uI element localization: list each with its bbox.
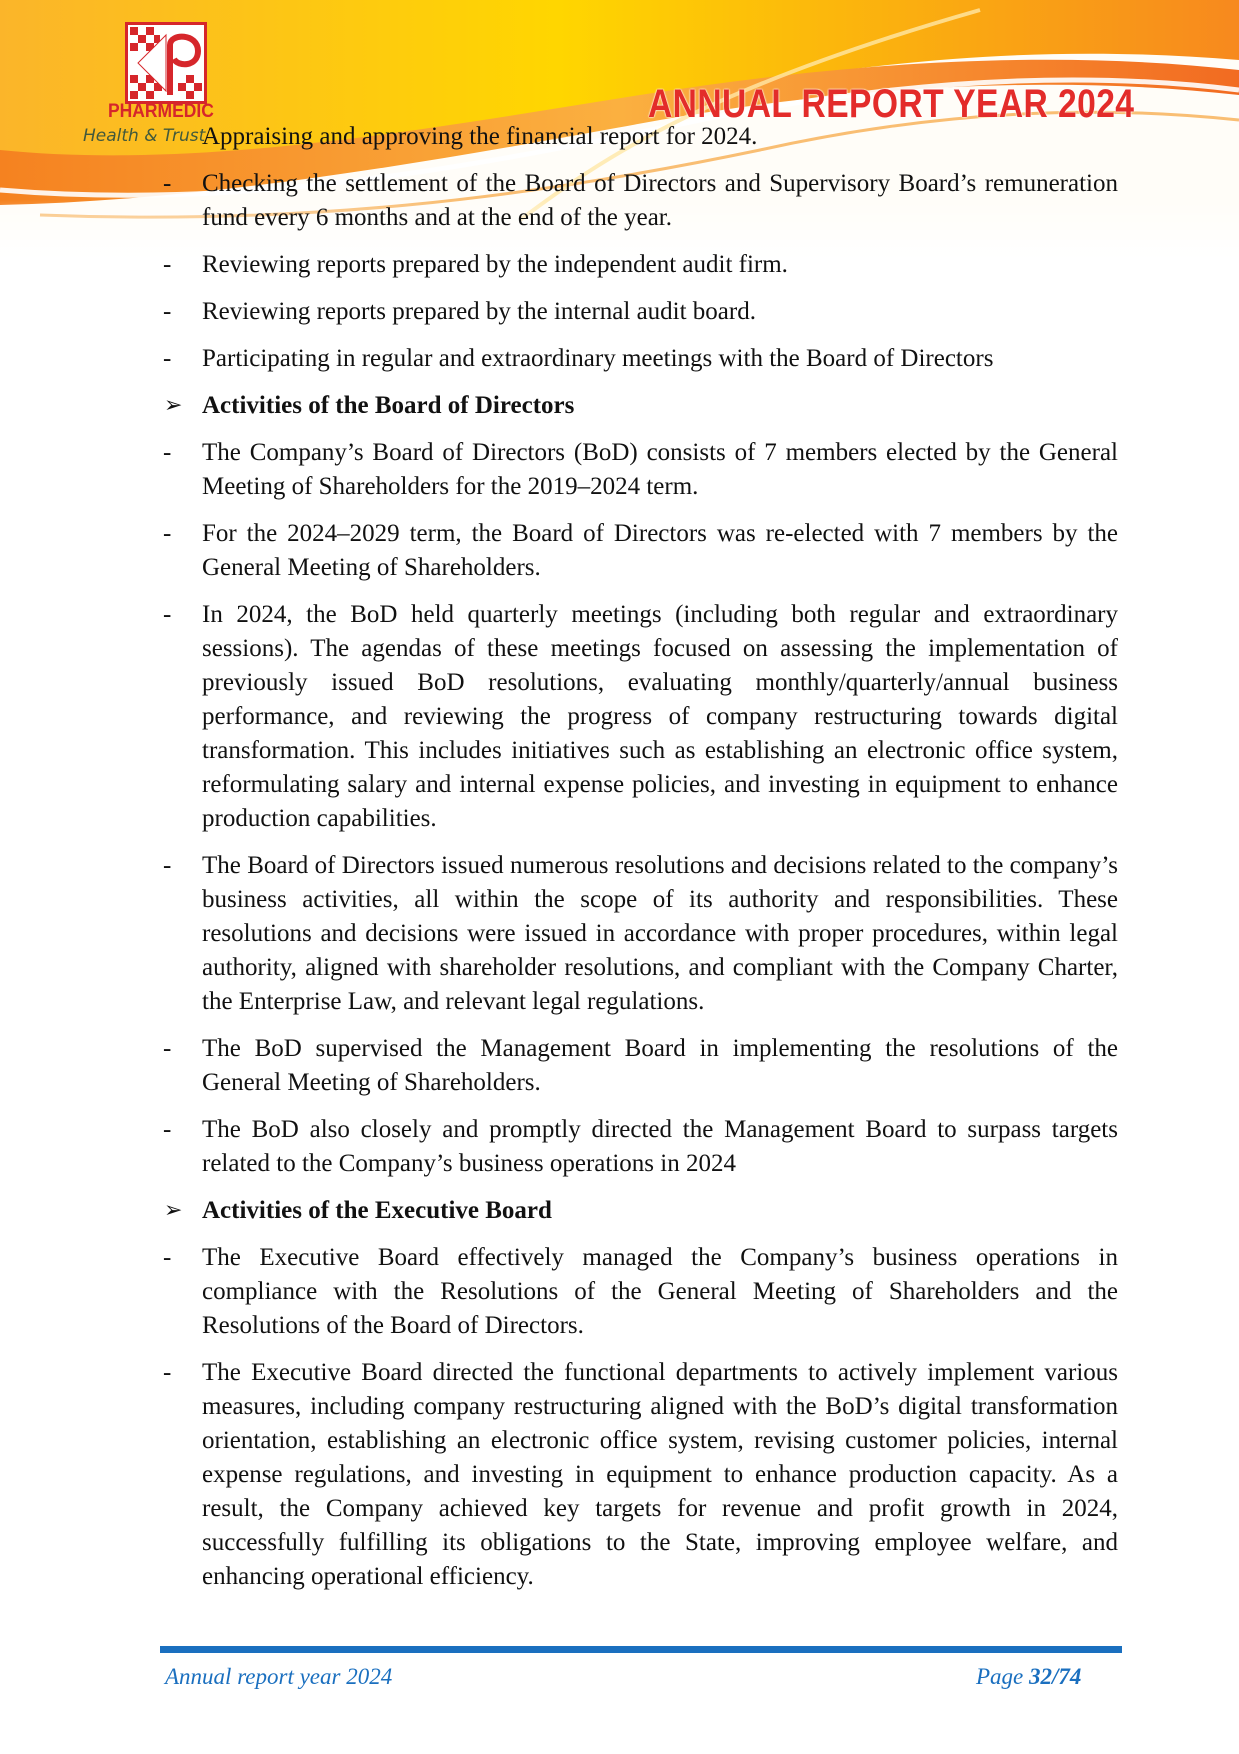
section-heading-executive-board [160,1194,1118,1228]
list-item [160,1356,1118,1594]
dash-bullet-icon: - [163,1359,172,1386]
document-body [160,120,1118,1607]
list-item-text: Reviewing reports prepared by the independent audit firm. [202,251,788,278]
list-item-text: Appraising and approving the financial report for 2024. [202,123,758,150]
list-item-text: For the 2024–2029 term, the Board of Directors was re-elected with 7 members by the General Meeting of Shareholders. [202,520,1118,581]
dash-bullet-icon: - [163,1035,172,1062]
list-item-text: The BoD supervised the Management Board in implementing the resolutions of the General Meeting of Shareholders. [202,1035,1118,1096]
list-item [160,1241,1118,1343]
list-item-text: The Executive Board directed the functional departments to actively implement various measures, including company restructuring aligned with the BoD’s digital transformation orientation, establishing an electronic office system, revising customer policies, internal expense regulations, and investing in equipment to enhance production capacity. As a result, the Company achieved key targets for revenue and profit growth in 2024, successfully fulfilling its obligations to the State, improving employee welfare, and enhancing operational efficiency. [202,1359,1118,1590]
list-item-text: In 2024, the BoD held quarterly meetings (including both regular and extraordinary sessions). The agendas of these meetings focused on assessing the implementation of previously issued BoD resolutions, evaluating monthly/quarterly/annual business performance, and reviewing the progress of company restructuring towards digital transformation. This includes initiatives such as establishing an electronic office system, reformulating salary and internal expense policies, and investing in equipment to enhance production capabilities. [202,601,1118,832]
list-item [160,1113,1118,1181]
list-item-text: Reviewing reports prepared by the internal audit board. [202,298,756,325]
list-item [160,167,1118,235]
brand-tagline: Health & Trust [83,126,206,146]
list-item-text: The Executive Board effectively managed the Company’s business operations in compliance with the Resolutions of the General Meeting of Shareholders and the Resolutions of the Board of Directors. [202,1244,1118,1339]
dash-bullet-icon: - [163,251,172,278]
dash-bullet-icon: - [163,601,172,628]
list-item [160,120,1118,154]
checkered-p-logo-icon [128,25,204,101]
dash-bullet-icon: - [163,852,172,879]
list-item-text: The Board of Directors issued numerous resolutions and decisions related to the company’s business activities, all within the scope of its authority and responsibilities. These resolutions and decisions were issued in accordance with proper procedures, within legal authority, aligned with shareholder resolutions, and compliant with the Company Charter, the Enterprise Law, and relevant legal regulations. [202,852,1118,1015]
list-item [160,517,1118,585]
list-item-text: The Company’s Board of Directors (BoD) consists of 7 members elected by the General Meeting of Shareholders for the 2019–2024 term. [202,439,1118,500]
arrow-bullet-icon: ➢ [164,393,183,418]
dash-bullet-icon: - [163,298,172,325]
brand-name: PHARMEDIC [108,101,214,122]
list-item [160,248,1118,282]
pharmedic-logo [125,22,207,104]
list-item-text: Checking the settlement of the Board of Directors and Supervisory Board’s remuneration fund every 6 months and at the end of the year. [202,170,1118,231]
dash-bullet-icon: - [163,170,172,197]
list-item-text: The BoD also closely and promptly directed the Management Board to surpass targets related to the Company’s business operations in 2024 [202,1116,1118,1177]
dash-bullet-icon: - [163,439,172,466]
list-item-text: Participating in regular and extraordinary meetings with the Board of Directors [202,345,994,372]
dash-bullet-icon: - [163,345,172,372]
page-label: Page [976,1664,1030,1689]
list-item [160,1032,1118,1100]
list-item [160,436,1118,504]
dash-bullet-icon: - [163,1116,172,1143]
list-item [160,598,1118,836]
dash-bullet-icon: - [163,520,172,547]
section-heading-text: Activities of the Board of Directors [202,392,575,419]
arrow-bullet-icon: ➢ [164,1198,183,1223]
section-heading-board-of-directors [160,389,1118,423]
footer-report-name: Annual report year 2024 [165,1664,393,1689]
list-item [160,295,1118,329]
footer-page-indicator [976,1664,1081,1690]
section-heading-text: Activities of the Executive Board [202,1197,552,1224]
page-number: 32/74 [1029,1664,1082,1689]
list-item [160,342,1118,376]
report-title: ANNUAL REPORT YEAR 2024 [648,82,1135,126]
dash-bullet-icon: - [163,1244,172,1271]
footer-divider [160,1646,1122,1653]
list-item [160,849,1118,1019]
